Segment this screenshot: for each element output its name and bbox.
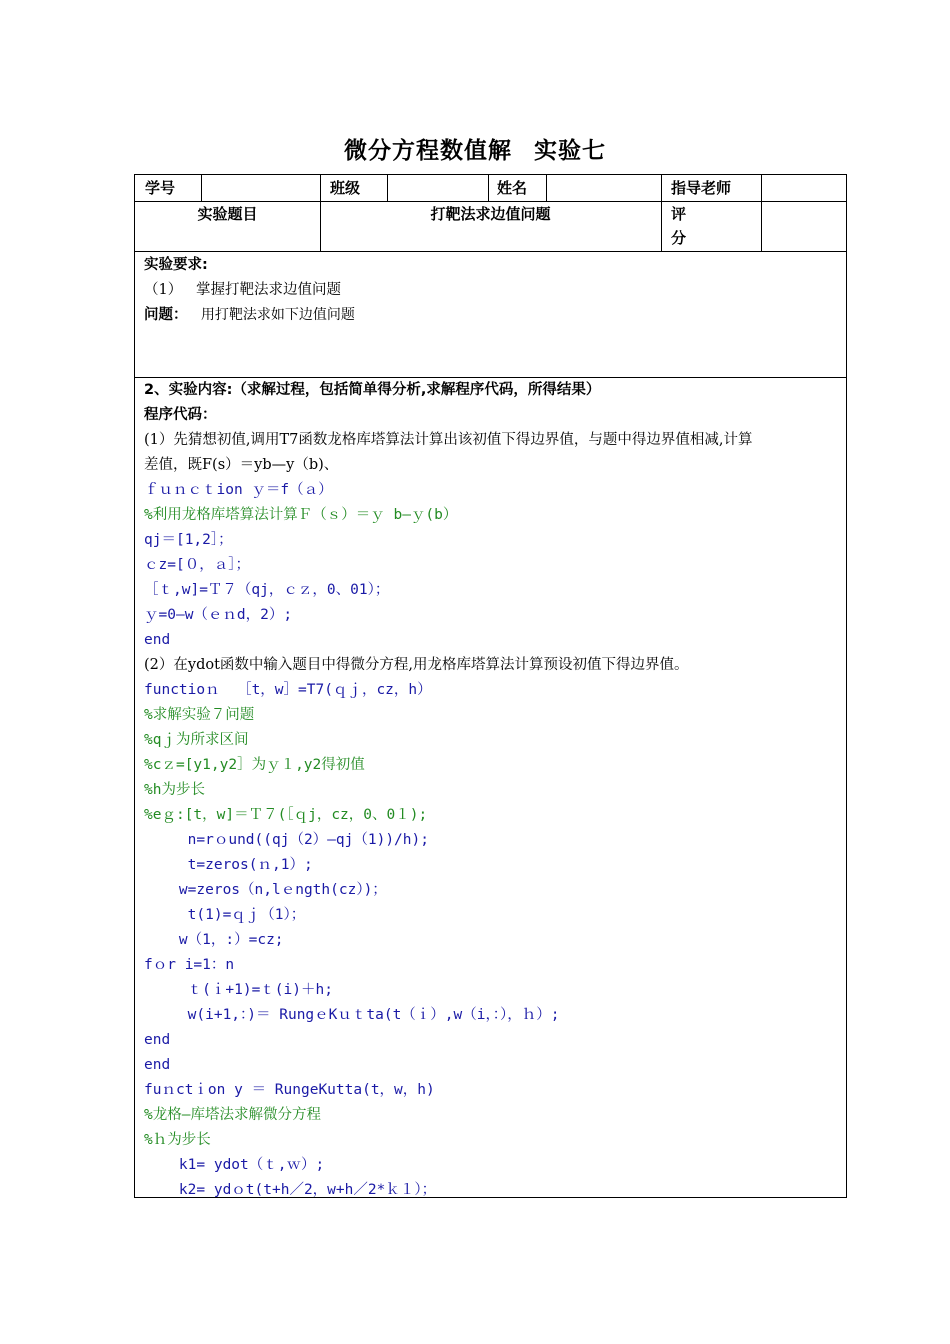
code-line: end <box>144 1057 171 1073</box>
requirements-heading: 实验要求: <box>144 257 208 273</box>
name-label: 姓名 <box>497 179 528 197</box>
document-title <box>0 132 950 165</box>
code-label: 程序代码： <box>144 407 217 423</box>
code-line: %h为步长 <box>144 782 205 798</box>
code-line: k1= ydot（ｔ,ｗ）; <box>144 1157 325 1173</box>
code-line: ｃz=[０，ａ］； <box>144 557 250 573</box>
col-divider <box>546 175 547 201</box>
problem-line <box>144 303 836 328</box>
code-line: functioｎ ［t，w］=T7(ｑｊ，cz，h） <box>144 682 432 698</box>
code-line: w（1，:）=cz; <box>144 932 284 948</box>
code-line: t=zeros(ｎ,1）; <box>144 857 313 873</box>
experiment-form-table <box>134 174 847 1198</box>
col-divider <box>761 175 762 251</box>
teacher-label: 指导老师 <box>671 179 732 197</box>
topic-label: 实验题目 <box>197 205 258 223</box>
topic-value: 打靶法求边值问题 <box>430 205 551 223</box>
code-line: w(i+1,：)＝ RungｅKｕｔta(t（ｉ）,w（i，：），ｈ）; <box>144 1007 560 1023</box>
title-experiment-number: 实验七 <box>534 138 606 164</box>
code-line: fｏr i=1：n <box>144 957 235 973</box>
code-line: ｆｕｎｃｔion ｙ＝f（ａ） <box>144 482 333 498</box>
code-line: ｙ=0—w（ｅｎd，2）; <box>144 607 293 623</box>
score-label-top: 评 <box>671 205 687 223</box>
code-line: ［ｔ,w]=Ｔ７（qj，ｃｚ，0、01）； <box>144 582 390 598</box>
code-line: %ｈ为步长 <box>144 1132 211 1148</box>
problem-text: 用打靶法求如下边值问题 <box>187 307 355 323</box>
code-line: %求解实验７问题 <box>144 707 255 723</box>
code-line: k2= ydｏt(t+h／2，w+h／2*ｋ１）； <box>144 1182 437 1198</box>
row-divider <box>135 251 846 252</box>
requirements-section <box>144 253 836 328</box>
code-line: end <box>144 632 171 648</box>
code-line: %利用龙格库塔算法计算Ｆ（ｓ）＝ｙ b—ｙ(b） <box>144 507 458 523</box>
col-divider <box>488 175 489 201</box>
code-block-2 <box>144 678 836 1203</box>
requirement-item: （1） 掌握打靶法求边值问题 <box>144 282 342 298</box>
problem-label: 问题： <box>144 307 188 323</box>
col-divider <box>201 175 202 201</box>
code-line: w=zeros（n,lｅngth(cz）)； <box>144 882 387 898</box>
score-label-bottom: 分 <box>671 229 687 247</box>
content-section <box>144 378 836 1203</box>
paragraph-2: (2）在ydot函数中输入题目中得微分方程,用龙格库塔算法计算预设初值下得边界值。 <box>144 657 689 673</box>
code-line: n=rｏund((qj（2）—qj（1))/h); <box>144 832 429 848</box>
code-line: fuｎctｉon y ＝ RungeKutta(t，w，h) <box>144 1082 435 1098</box>
code-line: %cｚ=[y1,y2］为ｙ１,y2得初值 <box>144 757 365 773</box>
paragraph-1-line-1: (1）先猜想初值,调用T7函数龙格库塔算法计算出该初值下得边界值，与题中得边界值相减,计算 <box>144 432 753 448</box>
code-block-1 <box>144 478 836 653</box>
col-divider <box>387 175 388 201</box>
paragraph-1-line-2: 差值，既F(s）＝yb—y（b)、 <box>144 457 339 473</box>
student-id-label: 学号 <box>145 179 176 197</box>
code-line: t(1)=ｑｊ（1）； <box>144 907 306 923</box>
content-heading: 2、实验内容:（求解过程，包括简单得分析,求解程序代码，所得结果） <box>144 382 601 398</box>
title-main: 微分方程数值解 <box>344 138 512 164</box>
class-label: 班级 <box>330 179 361 197</box>
code-line: end <box>144 1032 171 1048</box>
code-line: %龙格—库塔法求解微分方程 <box>144 1107 321 1123</box>
code-line: ｔ(ｉ+1)=ｔ(i)＋h; <box>144 982 333 998</box>
code-line: %eｇ:[t，w]＝Ｔ７(［ｑj，cz，0、0１); <box>144 807 428 823</box>
code-line: %qｊ为所求区间 <box>144 732 249 748</box>
code-line: qj＝[1,2］； <box>144 532 233 548</box>
col-divider <box>661 175 662 251</box>
